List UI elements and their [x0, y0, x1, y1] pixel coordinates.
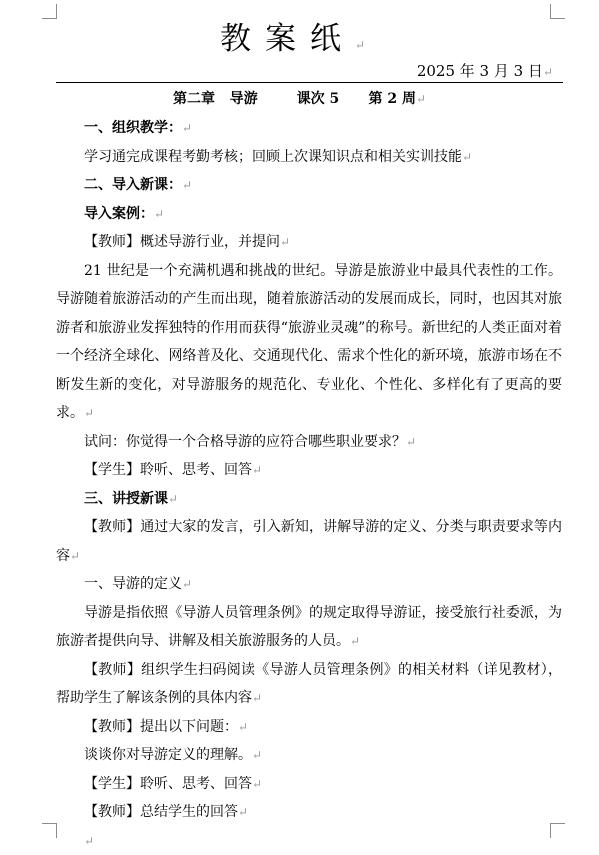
- margin-corner-top-left: [42, 4, 57, 19]
- teacher-ask: 【教师】提出以下问题：↵: [56, 713, 562, 742]
- margin-corner-top-right: [550, 4, 565, 19]
- case-heading: 导入案例：↵: [56, 200, 562, 229]
- case-question: 试问：你觉得一个合格导游的应符合哪些职业要求？↵: [56, 428, 562, 457]
- header-rule: [56, 82, 563, 83]
- lesson-date: 2025 年 3 月 3 日↵: [417, 60, 553, 83]
- teacher-intro: 【教师】概述导游行业，并提问↵: [56, 228, 562, 257]
- student-response-2: 【学生】聆听、思考、回答↵: [56, 770, 562, 799]
- lesson-body: [56, 114, 562, 855]
- definition-paragraph: 导游是指依照《导游人员管理条例》的规定取得导游证，接受旅行社委派，为旅游者提供向导、讲解及相关旅游服务的人员。↵: [56, 599, 562, 656]
- case-paragraph: 21 世纪是一个充满机遇和挑战的世纪。导游是旅游业中最具代表性的工作。导游随着旅游活动的产生而出现，随着旅游活动的发展而成长，同时，也因其对旅游者和旅游业发挥独特的作用而获得“旅游业灵魂”的称号。新世纪的人类正面对着一个经济全球化、网络普及化、交通现代化、需求个性化的新环境，旅游市场在不断发生新的变化，对导游服务的规范化、专业化、个性化、多样化有了更高的要求。↵: [56, 257, 562, 428]
- discussion-prompt: 谈谈你对导游定义的理解。↵: [56, 741, 562, 770]
- lesson-number: 课次 5: [297, 91, 340, 107]
- student-response-1: 【学生】聆听、思考、回答↵: [56, 456, 562, 485]
- document-title: 教案纸↵: [0, 18, 599, 66]
- chapter-topic: 导游: [230, 91, 258, 107]
- chapter-line: 第二章 导游 课次 5 第 2 周↵: [0, 88, 599, 110]
- teacher-scan-task: 【教师】组织学生扫码阅读《导游人员管理条例》的相关材料（详见教材），帮助学生了解该条例的具体内容↵: [56, 656, 562, 713]
- section-heading-new-lesson: 三、讲授新课↵: [56, 485, 562, 514]
- week-number: 第 2 周: [368, 91, 416, 107]
- chapter-number: 第二章: [173, 91, 215, 107]
- teacher-summary: 【教师】总结学生的回答↵: [56, 798, 562, 827]
- section-heading-intro: 二、导入新课：↵: [56, 171, 562, 200]
- organize-text: 学习通完成课程考勤考核；回顾上次课知识点和相关实训技能↵: [56, 143, 562, 172]
- section-heading-organize: 一、组织教学：↵: [56, 114, 562, 143]
- empty-paragraph: ↵: [56, 827, 562, 855]
- teacher-new-lesson: 【教师】通过大家的发言，引入新知，讲解导游的定义、分类与职责要求等内容↵: [56, 513, 562, 570]
- definition-heading: 一、导游的定义↵: [56, 570, 562, 599]
